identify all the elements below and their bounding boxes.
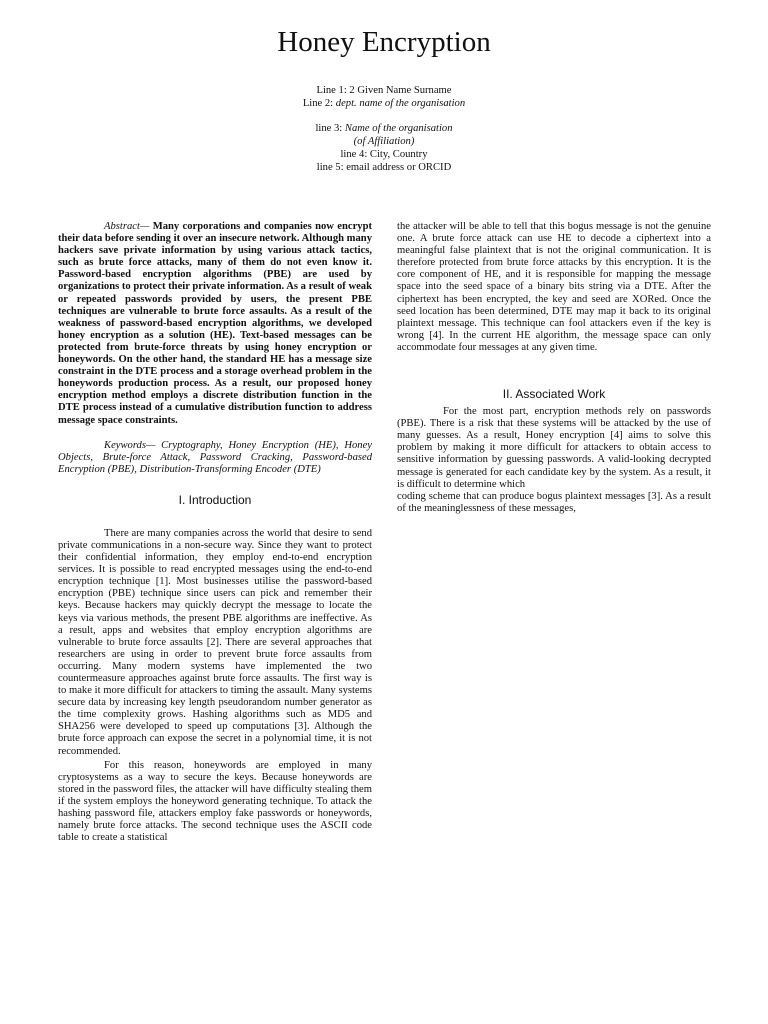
abstract-label: Abstract— [104, 221, 150, 232]
abstract [58, 221, 372, 427]
section-heading-associated-work: II. Associated Work [502, 387, 606, 402]
author-line-3 [0, 122, 768, 135]
author-line-2-prefix: Line 2: [302, 98, 336, 109]
left-column [58, 221, 372, 844]
author-line-2-dept: dept. name of the organisation [335, 98, 466, 109]
paper-title: Honey Encryption [277, 26, 491, 58]
associated-work-paragraph-1: For the most part, encryption methods rely on passwords (PBE). There is a risk that these systems will be attacked by the use of many guesses. As a result, Honey encryption [4] aims to solve this problem by making it more difficult for attackers to obtain access to sensitive information by guessing passwords. A valid-looking decrypted message is generated for each candidate key by the system. As a result, it is difficult to determine which [397, 406, 711, 490]
right-column-continuation: the attacker will be able to tell that this bogus message is not the genuine one. A brute force attack can use HE to decode a ciphertext into a meaningful false plaintext that is not the original communication. It is therefore protected from brute force attacks by this encryption. It is the core component of HE, and it is responsible for mapping the message space into the seed space of a binary bits string via a DTE. After the ciphertext has been encrypted, the key and seed are XORed. Once the seed location has been determined, DTE may map it back to its original plaintext message. This technique can fool attackers even if the key is wrong [4]. In the current HE algorithm, the message space can only accommodate four messages at any given time. [397, 221, 711, 353]
author-block [0, 84, 768, 174]
intro-paragraph-1: There are many companies across the world that desire to send private communications in a non-secure way. Since they want to protect their confidential information, they employ end-to-end encryption services. It is possible to read encrypted messages using the end-to-end encryption technique [1]. Most businesses utilise the password-based encryption (PBE) technique since users can pick and remember their keys. Because hackers may quickly decrypt the message to locate the keys via various methods, the present PBE algorithms are ineffective. As a result, apps and websites that employ encryption algorithms are vulnerable to brute force assaults [2]. There are several approaches that researchers are using in order to prevent brute force assaults from occurring. Many modern systems have implemented the two countermeasure approaches against brute force assaults. The first way is to make it more difficult for attackers to timing the assault. Many systems secure data by increasing key length pseudorandom number generator as the time complexity grows. Hashing algorithms such as MD5 and SHA256 were developed to speed up computations [3]. Although the brute force approach can expose the secret in a polynomial time, it is not recommended. [58, 527, 372, 757]
author-line-3-prefix: line 3: [315, 123, 345, 134]
section-heading-introduction: I. Introduction [178, 492, 252, 507]
keywords: Keywords— Cryptography, Honey Encryption (HE), Honey Objects, Brute-force Attack, Password Cracking, Password-based Encryption (PBE), Distribution-Transforming Encoder (DTE) [58, 439, 372, 475]
abstract-text: Many corporations and companies now encrypt their data before sending it over an insecure network. Although many hackers save private information by using various attack tactics, such as brute force attacks, many of them do not even know it. Password-based encryption algorithms (PBE) are used by organizations to protect their private information. As a result of weak or repeated passwords provided by users, the present PBE techniques are vulnerable to brute force assaults. As a result of the weakness of password-based encryption algorithms, we developed honey encryption as a solution (HE). Text-based messages can be protected from brute-force threats by using honey encryption or honeywords. On the other hand, the standard HE has a message size constraint in the DTE process and a storage overhead problem in the honeywords production process. As a result, our proposed honey encryption method employs a discrete distribution function in the DTE process instead of a cumulative distribution function to address message space constraints. [58, 221, 372, 426]
author-line-3-affiliation: (of Affiliation) [353, 136, 415, 147]
author-line-5: line 5: email address or ORCID [316, 162, 452, 173]
author-line-3-org: Name of the organisation [344, 123, 453, 134]
author-line-4: line 4: City, Country [340, 149, 428, 160]
associated-work-paragraph-2: coding scheme that can produce bogus plaintext messages [3]. As a result of the meaninglessness of these messages, [397, 490, 711, 514]
author-line-1: Line 1: 2 Given Name Surname [316, 85, 452, 96]
author-line-2 [0, 97, 768, 110]
right-column [397, 221, 711, 515]
intro-paragraph-2: For this reason, honeywords are employed in many cryptosystems as a way to secure the keys. Because honeywords are stored in the password files, the attacker will have difficulty stealing them if the system employs the honeyword generating technique. To attack the hashing password file, attackers employ fake passwords or honeywords, namely brute force attacks. The second technique uses the ASCII code table to create a statistical [58, 759, 372, 844]
